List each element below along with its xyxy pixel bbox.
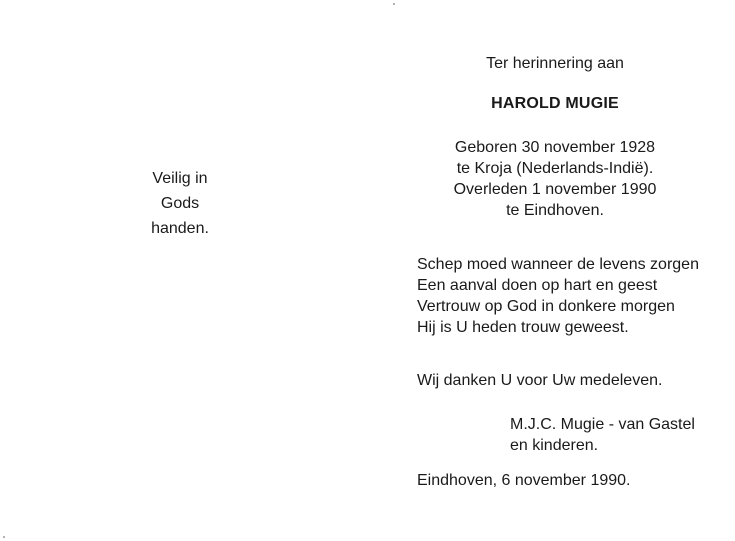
poem (417, 254, 699, 338)
verse-line: Gods (160, 195, 200, 212)
signature-line: en kinderen. (510, 437, 599, 454)
thanks-text: Wij danken U voor Uw medeleven. (417, 372, 663, 389)
poem-line: Vertrouw op God in donkere morgen (417, 298, 675, 315)
paper-speck (3, 536, 5, 538)
place-date: Eindhoven, 6 november 1990. (417, 472, 631, 489)
life-dates (400, 137, 710, 221)
life-line: Geboren 30 november 1928 (454, 139, 656, 156)
intro-text: Ter herinnering aan (486, 55, 624, 72)
paper-speck (393, 3, 395, 5)
deceased-name: HAROLD MUGIE (491, 95, 619, 112)
poem-line: Hij is U heden trouw geweest. (417, 319, 629, 336)
poem-line: Schep moed wanneer de levens zorgen (417, 256, 699, 273)
signature-line: M.J.C. Mugie - van Gastel (510, 416, 695, 433)
life-line: Overleden 1 november 1990 (453, 181, 657, 198)
verse-line: handen. (151, 220, 209, 237)
left-verse (130, 166, 230, 241)
poem-line: Een aanval doen op hart en geest (417, 277, 658, 294)
verse-line: Veilig in (152, 170, 208, 187)
life-line: te Eindhoven. (506, 202, 604, 219)
life-line: te Kroja (Nederlands-Indië). (456, 160, 654, 177)
signature (510, 414, 695, 456)
